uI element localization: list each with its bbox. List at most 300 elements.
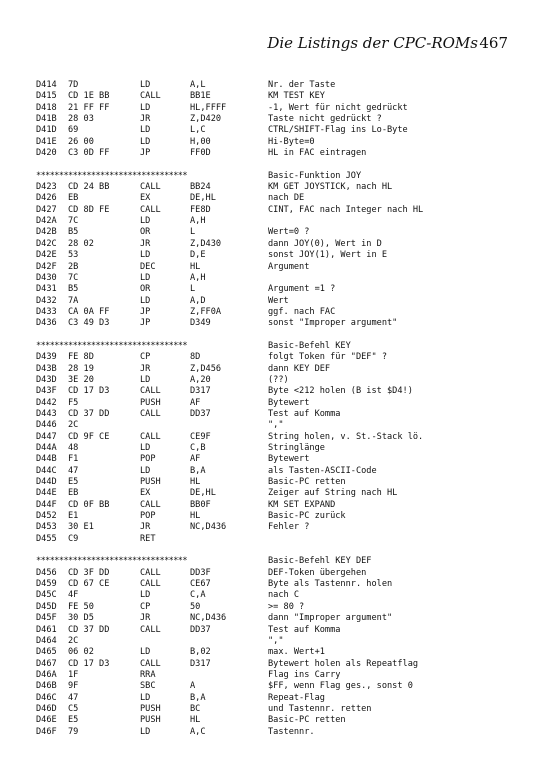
hex-bytes: 47 (68, 465, 79, 476)
operand: Z,D456 (190, 363, 222, 374)
separator-stars: ********************************* (36, 340, 187, 351)
address: D44F (36, 499, 57, 510)
hex-bytes: 28 02 (68, 238, 94, 249)
mnemonic: JR (140, 114, 151, 125)
address: D44D (36, 477, 57, 488)
comment: Test auf Komma (268, 624, 341, 635)
listing-line (0, 579, 536, 590)
listing-line (0, 454, 536, 465)
mnemonic: LD (140, 250, 151, 261)
section-header (0, 556, 536, 567)
address: D46E (36, 715, 57, 726)
page-header (0, 34, 536, 54)
listing-line (0, 420, 536, 431)
hex-bytes: 9F (68, 681, 79, 692)
comment: Bytewert (268, 454, 310, 465)
address: D433 (36, 306, 57, 317)
hex-bytes: CD 37 DD (68, 408, 110, 419)
mnemonic: CALL (140, 624, 161, 635)
hex-bytes: 47 (68, 692, 79, 703)
comment: Argument (268, 261, 310, 272)
blank-line (0, 330, 536, 341)
comment: Test auf Komma (268, 408, 341, 419)
comment: String holen, v. St.-Stack lö. (268, 431, 424, 442)
listing-line (0, 103, 536, 114)
mnemonic: LD (140, 295, 151, 306)
address: D465 (36, 647, 57, 658)
operand: AF (190, 397, 201, 408)
listing-line (0, 137, 536, 148)
hex-bytes: 4F (68, 590, 79, 601)
address: D42C (36, 238, 57, 249)
address: D439 (36, 352, 57, 363)
comment: "," (268, 420, 284, 431)
address: D414 (36, 80, 57, 90)
hex-bytes: 28 03 (68, 114, 94, 125)
operand: B,02 (190, 647, 211, 658)
section-title: Basic-Funktion JOY (268, 170, 362, 181)
comment: Zeiger auf String nach HL (268, 488, 398, 499)
operand: D317 (190, 386, 211, 397)
comment: Byte <212 holen (B ist $D4!) (268, 386, 413, 397)
blank-line (0, 159, 536, 170)
comment: KM GET JOYSTICK, nach HL (268, 182, 393, 193)
hex-bytes: 26 00 (68, 136, 94, 147)
listing-line (0, 659, 536, 670)
listing-line (0, 398, 536, 409)
mnemonic: LD (140, 647, 151, 658)
address: D41E (36, 136, 57, 147)
address: D42B (36, 227, 57, 238)
hex-bytes: EB (68, 193, 79, 204)
mnemonic: JR (140, 363, 151, 374)
hex-bytes: CD 67 CE (68, 579, 110, 590)
address: D447 (36, 431, 57, 442)
hex-bytes: CA 0A FF (68, 306, 110, 317)
listing-line (0, 386, 536, 397)
operand: FE8D (190, 204, 211, 215)
hex-bytes: CD 9F CE (68, 431, 110, 442)
address: D44E (36, 488, 57, 499)
comment: Wert=0 ? (268, 227, 310, 238)
operand: DD37 (190, 624, 211, 635)
comment: und Tastennr. retten (268, 703, 372, 714)
listing-line (0, 681, 536, 692)
mnemonic: EX (140, 488, 151, 499)
mnemonic: JP (140, 148, 151, 159)
mnemonic: LD (140, 136, 151, 147)
address: D46C (36, 692, 57, 703)
mnemonic: JP (140, 306, 151, 317)
comment: Hi-Byte=0 (268, 136, 315, 147)
address: D459 (36, 579, 57, 590)
page-number: 467 (479, 34, 508, 52)
hex-bytes: 1F (68, 669, 79, 680)
comment: dann "Improper argument" (268, 613, 393, 624)
hex-bytes: CD 17 D3 (68, 386, 110, 397)
operand: Z,D420 (190, 114, 222, 125)
hex-bytes: 7C (68, 216, 79, 227)
operand: B,A (190, 692, 206, 703)
address: D455 (36, 533, 57, 544)
hex-bytes: E1 (68, 511, 79, 522)
operand: BB24 (190, 182, 211, 193)
comment: sonst "Improper argument" (268, 318, 398, 329)
mnemonic: RET (140, 533, 156, 544)
address: D45D (36, 601, 57, 612)
listing-line (0, 704, 536, 715)
comment: Argument =1 ? (268, 284, 336, 295)
hex-bytes: C3 0D FF (68, 148, 110, 159)
listing-line (0, 125, 536, 136)
comment: HL in FAC eintragen (268, 148, 367, 159)
comment: CTRL/SHIFT-Flag ins Lo-Byte (268, 125, 408, 136)
hex-bytes: FE 50 (68, 601, 94, 612)
comment: dann KEY DEF (268, 363, 331, 374)
mnemonic: OR (140, 284, 151, 295)
hex-bytes: 30 E1 (68, 522, 94, 533)
comment: >= 80 ? (268, 601, 305, 612)
listing-line (0, 522, 536, 533)
address: D45F (36, 613, 57, 624)
running-title: Die Listings der CPC-ROMs (267, 34, 478, 52)
hex-bytes: 48 (68, 443, 79, 453)
address: D418 (36, 102, 57, 113)
address: D423 (36, 182, 57, 193)
comment: Taste nicht gedrückt ? (268, 114, 382, 125)
section-title: Basic-Befehl KEY (268, 340, 351, 351)
mnemonic: CALL (140, 567, 161, 578)
operand: L (190, 284, 196, 295)
operand: HL,FFFF (190, 102, 227, 113)
address: D41D (36, 125, 57, 136)
operand: HL (190, 477, 201, 488)
address: D415 (36, 91, 57, 102)
address: D456 (36, 567, 57, 578)
comment: KM TEST KEY (268, 91, 325, 102)
listing-line (0, 534, 536, 545)
comment: folgt Token für "DEF" ? (268, 352, 387, 363)
address: D467 (36, 658, 57, 669)
comment: Basic-PC zurück (268, 511, 346, 522)
address: D46B (36, 681, 57, 692)
comment: nach C (268, 590, 300, 601)
listing-line (0, 590, 536, 601)
section-header (0, 341, 536, 352)
mnemonic: RRA (140, 669, 156, 680)
hex-bytes: 7D (68, 80, 79, 90)
listing-line (0, 647, 536, 658)
hex-bytes: 30 D5 (68, 613, 94, 624)
section-title: Basic-Befehl KEY DEF (268, 556, 372, 567)
comment: Repeat-Flag (268, 692, 325, 703)
listing-line (0, 364, 536, 375)
address: D464 (36, 635, 57, 646)
operand: HL (190, 261, 201, 272)
listing-line (0, 80, 536, 91)
listing-line (0, 216, 536, 227)
operand: DE,HL (190, 193, 216, 204)
hex-bytes: B5 (68, 284, 79, 295)
address: D43B (36, 363, 57, 374)
mnemonic: LD (140, 692, 151, 703)
comment: -1, Wert für nicht gedrückt (268, 102, 408, 113)
operand: A,H (190, 216, 206, 227)
operand: C,B (190, 443, 206, 453)
listing-line (0, 602, 536, 613)
operand: A (190, 681, 196, 692)
operand: D349 (190, 318, 211, 329)
address: D43D (36, 374, 57, 385)
address: D442 (36, 397, 57, 408)
operand: DE,HL (190, 488, 216, 499)
operand: DD37 (190, 408, 211, 419)
hex-bytes: 28 19 (68, 363, 94, 374)
listing-line (0, 500, 536, 511)
comment: Bytewert (268, 397, 310, 408)
mnemonic: CALL (140, 386, 161, 397)
listing-line (0, 182, 536, 193)
hex-bytes: 7A (68, 295, 79, 306)
operand: CE9F (190, 431, 211, 442)
listing-line (0, 568, 536, 579)
address: D42A (36, 216, 57, 227)
address: D42E (36, 250, 57, 261)
comment: Stringlänge (268, 443, 325, 453)
mnemonic: POP (140, 511, 156, 522)
address: D426 (36, 193, 57, 204)
listing-line (0, 488, 536, 499)
address: D41B (36, 114, 57, 125)
address: D452 (36, 511, 57, 522)
mnemonic: CP (140, 601, 151, 612)
operand: A,C (190, 726, 206, 737)
mnemonic: POP (140, 454, 156, 465)
section-header (0, 171, 536, 182)
operand: HL (190, 715, 201, 726)
address: D453 (36, 522, 57, 533)
listing-line (0, 613, 536, 624)
listing-line (0, 227, 536, 238)
listing-line (0, 727, 536, 738)
separator-stars: ********************************* (36, 170, 187, 181)
mnemonic: LD (140, 125, 151, 136)
operand: L (190, 227, 196, 238)
mnemonic: CALL (140, 182, 161, 193)
hex-bytes: 53 (68, 250, 79, 261)
comment: Fehler ? (268, 522, 310, 533)
listing-line (0, 715, 536, 726)
hex-bytes: CD 17 D3 (68, 658, 110, 669)
listing-line (0, 205, 536, 216)
listing-line (0, 250, 536, 261)
separator-stars: ********************************* (36, 556, 187, 567)
operand: BB0F (190, 499, 211, 510)
mnemonic: CP (140, 352, 151, 363)
mnemonic: CALL (140, 579, 161, 590)
mnemonic: LD (140, 80, 151, 90)
mnemonic: CALL (140, 91, 161, 102)
address: D443 (36, 408, 57, 419)
hex-bytes: FE 8D (68, 352, 94, 363)
hex-bytes: 06 02 (68, 647, 94, 658)
listing-line (0, 375, 536, 386)
listing-line (0, 307, 536, 318)
address: D44B (36, 454, 57, 465)
address: D44A (36, 443, 57, 453)
comment: sonst JOY(1), Wert in E (268, 250, 387, 261)
hex-bytes: CD 0F BB (68, 499, 110, 510)
listing-line (0, 193, 536, 204)
comment: Flag ins Carry (268, 669, 341, 680)
address: D42F (36, 261, 57, 272)
hex-bytes: C9 (68, 533, 79, 544)
operand: BC (190, 703, 201, 714)
mnemonic: LD (140, 465, 151, 476)
listing-line (0, 284, 536, 295)
mnemonic: CALL (140, 204, 161, 215)
operand: H,00 (190, 136, 211, 147)
operand: Z,D430 (190, 238, 222, 249)
address: D446 (36, 420, 57, 431)
operand: 8D (190, 352, 201, 363)
mnemonic: CALL (140, 408, 161, 419)
mnemonic: LD (140, 216, 151, 227)
operand: 50 (190, 601, 201, 612)
comment: nach DE (268, 193, 305, 204)
listing-line (0, 262, 536, 273)
hex-bytes: 2C (68, 635, 79, 646)
listing-line (0, 296, 536, 307)
hex-bytes: B5 (68, 227, 79, 238)
address: D44C (36, 465, 57, 476)
operand: NC,D436 (190, 613, 227, 624)
hex-bytes: 2C (68, 420, 79, 431)
hex-bytes: 3E 20 (68, 374, 94, 385)
blank-line (0, 545, 536, 556)
address: D427 (36, 204, 57, 215)
mnemonic: LD (140, 726, 151, 737)
address: D43F (36, 386, 57, 397)
hex-bytes: 21 FF FF (68, 102, 110, 113)
mnemonic: JR (140, 522, 151, 533)
operand: HL (190, 511, 201, 522)
comment: (??) (268, 374, 289, 385)
hex-bytes: CD 37 DD (68, 624, 110, 635)
operand: DD3F (190, 567, 211, 578)
operand: A,D (190, 295, 206, 306)
comment: DEF-Token übergehen (268, 567, 367, 578)
comment: Wert (268, 295, 289, 306)
mnemonic: LD (140, 443, 151, 453)
hex-bytes: 2B (68, 261, 79, 272)
listing-line (0, 409, 536, 420)
hex-bytes: CD 1E BB (68, 91, 110, 102)
listing-line (0, 273, 536, 284)
hex-bytes: E5 (68, 715, 79, 726)
mnemonic: DEC (140, 261, 156, 272)
address: D430 (36, 272, 57, 283)
operand: CE67 (190, 579, 211, 590)
hex-bytes: C3 49 D3 (68, 318, 110, 329)
operand: C,A (190, 590, 206, 601)
listing-line (0, 670, 536, 681)
hex-bytes: CD 24 BB (68, 182, 110, 193)
operand: NC,D436 (190, 522, 227, 533)
operand: L,C (190, 125, 206, 136)
mnemonic: PUSH (140, 477, 161, 488)
mnemonic: CALL (140, 431, 161, 442)
mnemonic: SBC (140, 681, 156, 692)
mnemonic: PUSH (140, 397, 161, 408)
listing-line (0, 148, 536, 159)
address: D432 (36, 295, 57, 306)
listing-line (0, 443, 536, 454)
mnemonic: LD (140, 590, 151, 601)
listing-line (0, 318, 536, 329)
address: D46A (36, 669, 57, 680)
address: D46D (36, 703, 57, 714)
listing-line (0, 352, 536, 363)
listing-line (0, 511, 536, 522)
hex-bytes: E5 (68, 477, 79, 488)
listing-line (0, 477, 536, 488)
mnemonic: EX (140, 193, 151, 204)
listing-line (0, 239, 536, 250)
mnemonic: CALL (140, 658, 161, 669)
operand: A,L (190, 80, 206, 90)
comment: Byte als Tastennr. holen (268, 579, 393, 590)
hex-bytes: C5 (68, 703, 79, 714)
operand: B,A (190, 465, 206, 476)
comment: dann JOY(0), Wert in D (268, 238, 382, 249)
comment: $FF, wenn Flag ges., sonst 0 (268, 681, 413, 692)
address: D436 (36, 318, 57, 329)
operand: A,H (190, 272, 206, 283)
comment: Nr. der Taste (268, 80, 336, 90)
address: D420 (36, 148, 57, 159)
mnemonic: PUSH (140, 703, 161, 714)
comment: als Tasten-ASCII-Code (268, 465, 377, 476)
mnemonic: CALL (140, 499, 161, 510)
listing-line (0, 91, 536, 102)
comment: "," (268, 635, 284, 646)
operand: Z,FF0A (190, 306, 222, 317)
hex-bytes: 79 (68, 726, 79, 737)
mnemonic: LD (140, 374, 151, 385)
comment: Basic-PC retten (268, 477, 346, 488)
operand: FF0D (190, 148, 211, 159)
comment: KM SET EXPAND (268, 499, 336, 510)
mnemonic: PUSH (140, 715, 161, 726)
comment: Basic-PC retten (268, 715, 346, 726)
hex-bytes: CD 3F DD (68, 567, 110, 578)
mnemonic: JP (140, 318, 151, 329)
operand: A,20 (190, 374, 211, 385)
listing-line (0, 114, 536, 125)
listing-line (0, 432, 536, 443)
hex-bytes: EB (68, 488, 79, 499)
operand: AF (190, 454, 201, 465)
hex-bytes: 7C (68, 272, 79, 283)
comment: Tastennr. (268, 726, 315, 737)
address: D431 (36, 284, 57, 295)
listing-line (0, 693, 536, 704)
hex-bytes: 69 (68, 125, 79, 136)
listing-line (0, 466, 536, 477)
mnemonic: LD (140, 272, 151, 283)
address: D45C (36, 590, 57, 601)
